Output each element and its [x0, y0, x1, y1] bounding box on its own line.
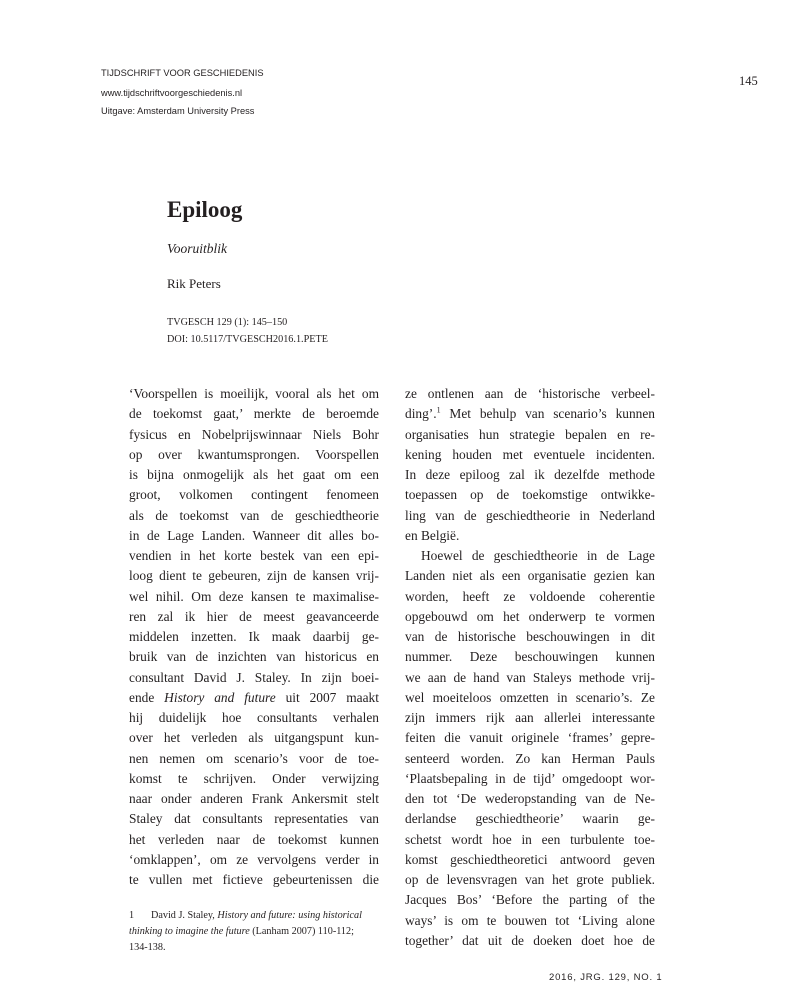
- body-line: we aan de hand van Staleys methode vrij-: [405, 669, 655, 685]
- body-line: over het verleden als uitgangspunt kun-: [129, 730, 379, 746]
- body-line: schetst wordt hoe in een turbulente toe-: [405, 831, 655, 847]
- body-line: feiten die vanuit originele ‘frames’ gepre-: [405, 730, 655, 746]
- body-line: zijn immers rijk aan allerlei interessante: [405, 710, 655, 725]
- body-line: worden, heeft ze voldoende coherentie: [405, 588, 655, 604]
- body-line: op over kwantumsprongen. Voorspellen: [129, 446, 379, 462]
- body-line: ‘Plaatsbepaling in de tijd’ omgedoopt wor-: [405, 770, 655, 786]
- journal-website: www.tijdschriftvoorgeschiedenis.nl: [101, 88, 243, 98]
- article-subtitle: Vooruitblik: [167, 241, 227, 256]
- footnote: [129, 908, 379, 956]
- page-number: 145: [739, 74, 758, 88]
- body-line: nen nemen om scenario’s voor de toe-: [129, 750, 379, 766]
- body-line: nummer. Deze beschouwingen kunnen: [405, 649, 655, 665]
- body-line: kening houden met eventuele incidenten.: [405, 446, 655, 462]
- body-line: komst te schrijven. Onder verwijzing: [129, 770, 379, 786]
- body-columns: [129, 384, 655, 956]
- body-line: en België.: [405, 527, 460, 543]
- footnote-line: 134-138.: [129, 942, 166, 954]
- body-line: hij duidelijk hoe consultants verhalen: [129, 710, 379, 725]
- body-line: den tot ‘De wederopstanding van de Ne-: [405, 791, 655, 806]
- body-line: [129, 688, 379, 708]
- body-line: komst geschiedtheoretici antwoord geven: [405, 851, 655, 867]
- footnote-book-title: thinking to imagine the future: [129, 926, 250, 938]
- body-line: organisaties hun strategie bepalen en re-: [405, 426, 655, 442]
- body-column-left: [129, 384, 379, 890]
- body-line: derlandse geschiedtheorie’ waarin ge-: [405, 811, 655, 827]
- footnote-line: [129, 908, 379, 924]
- body-line: ren zal ik hier de meest geavanceerde: [129, 608, 379, 624]
- body-line: consultant David J. Staley. In zijn boei-: [129, 669, 379, 685]
- body-line: ze ontlenen aan de ‘historische verbeel-: [405, 386, 655, 401]
- article-author: Rik Peters: [167, 276, 221, 291]
- journal-name: TIJDSCHRIFT VOOR GESCHIEDENIS: [101, 68, 264, 78]
- footnote-number: 1: [129, 910, 135, 922]
- article-citation: TVGESCH 129 (1): 145–150: [167, 317, 288, 328]
- body-text: ende: [129, 689, 165, 705]
- body-line: ‘Voorspellen is moeilijk, vooral als het om: [129, 386, 379, 401]
- body-line: [405, 404, 655, 424]
- body-line: naar onder anderen Frank Ankersmit stelt: [129, 791, 379, 806]
- body-line: vendien in het korte bestek van een epi-: [129, 548, 379, 563]
- body-line: middelen inzetten. Ik maak daarbij ge-: [129, 629, 379, 644]
- body-line: de toekomst gaat,’ merkte de beroemde: [129, 406, 379, 422]
- body-line: loog dient te gebeuren, zijn de kansen vrij-: [129, 568, 379, 584]
- body-text: Met behulp van scenario’s kunnen: [440, 406, 655, 422]
- left-column-wrapper: [129, 384, 379, 956]
- article-doi: DOI: 10.5117/TVGESCH2016.1.PETE: [167, 334, 328, 345]
- body-line: wel moeiteloos omzetten in scenario’s. Ze: [405, 689, 655, 705]
- footnote-text: (Lanham 2007) 110-112;: [249, 926, 354, 938]
- body-line: ling van de geschiedtheorie in Nederland: [405, 507, 655, 523]
- body-text: uit 2007 maakt: [275, 689, 379, 705]
- body-line: is bijna onmogelijk als het gaat om een: [129, 467, 379, 482]
- body-line: Staley dat consultants representaties van: [129, 811, 379, 827]
- body-line: in de Lage Landen. Wanneer dit alles bo-: [129, 527, 379, 543]
- body-column-right: [405, 384, 655, 951]
- body-line: te vullen met fictieve gebeurtenissen die: [129, 872, 379, 887]
- footnote-text: David J. Staley,: [151, 910, 218, 922]
- body-line: het verleden naar de toekomst kunnen: [129, 831, 379, 847]
- body-line: together’ dat uit de doeken doet hoe de: [405, 932, 655, 948]
- body-text: ding’.: [405, 406, 437, 422]
- body-line: Jacques Bos’ ‘Before the parting of the: [405, 892, 655, 908]
- book-title: History and future: [164, 689, 276, 705]
- body-line: wel nihil. Om deze kansen te maximalise-: [129, 588, 379, 604]
- body-line: In deze epiloog zal ik dezelfde methode: [405, 467, 655, 482]
- body-line: groot, volkomen contingent fenomeen: [129, 487, 379, 503]
- body-line: op de levensvragen van het grote publiek.: [405, 872, 655, 887]
- body-line: bruik van de inzichten van historicus en: [129, 649, 379, 665]
- body-line: opgebouwd om het onderwerp te vormen: [405, 608, 655, 624]
- body-line: ‘omklappen’, om ze vervolgens verder in: [129, 851, 379, 867]
- body-line: fysicus en Nobelprijswinnaar Niels Bohr: [129, 426, 379, 442]
- footnote-book-title: History and future: using historical: [217, 910, 362, 922]
- body-line: toepassen op de toekomstige ontwikke-: [405, 487, 655, 503]
- article-title: Epiloog: [167, 197, 243, 222]
- publisher: Uitgave: Amsterdam University Press: [101, 106, 255, 116]
- body-line: Hoewel de geschiedtheorie in de Lage: [421, 548, 655, 563]
- body-line: senteerd worden. Zo kan Herman Pauls: [405, 750, 655, 766]
- issue-footer: 2016, JRG. 129, NO. 1: [549, 972, 663, 983]
- body-line: Landen niet als een organisatie gezien kan: [405, 568, 655, 584]
- body-line: van de historische beschouwingen in dit: [405, 629, 655, 644]
- body-line: ways’ is om te bouwen tot ‘Living alone: [405, 912, 655, 928]
- footnote-line: [129, 924, 379, 940]
- footnote-reference[interactable]: 1: [436, 405, 441, 415]
- right-column-wrapper: [405, 384, 655, 951]
- body-line: als de toekomst van de geschiedtheorie: [129, 507, 379, 523]
